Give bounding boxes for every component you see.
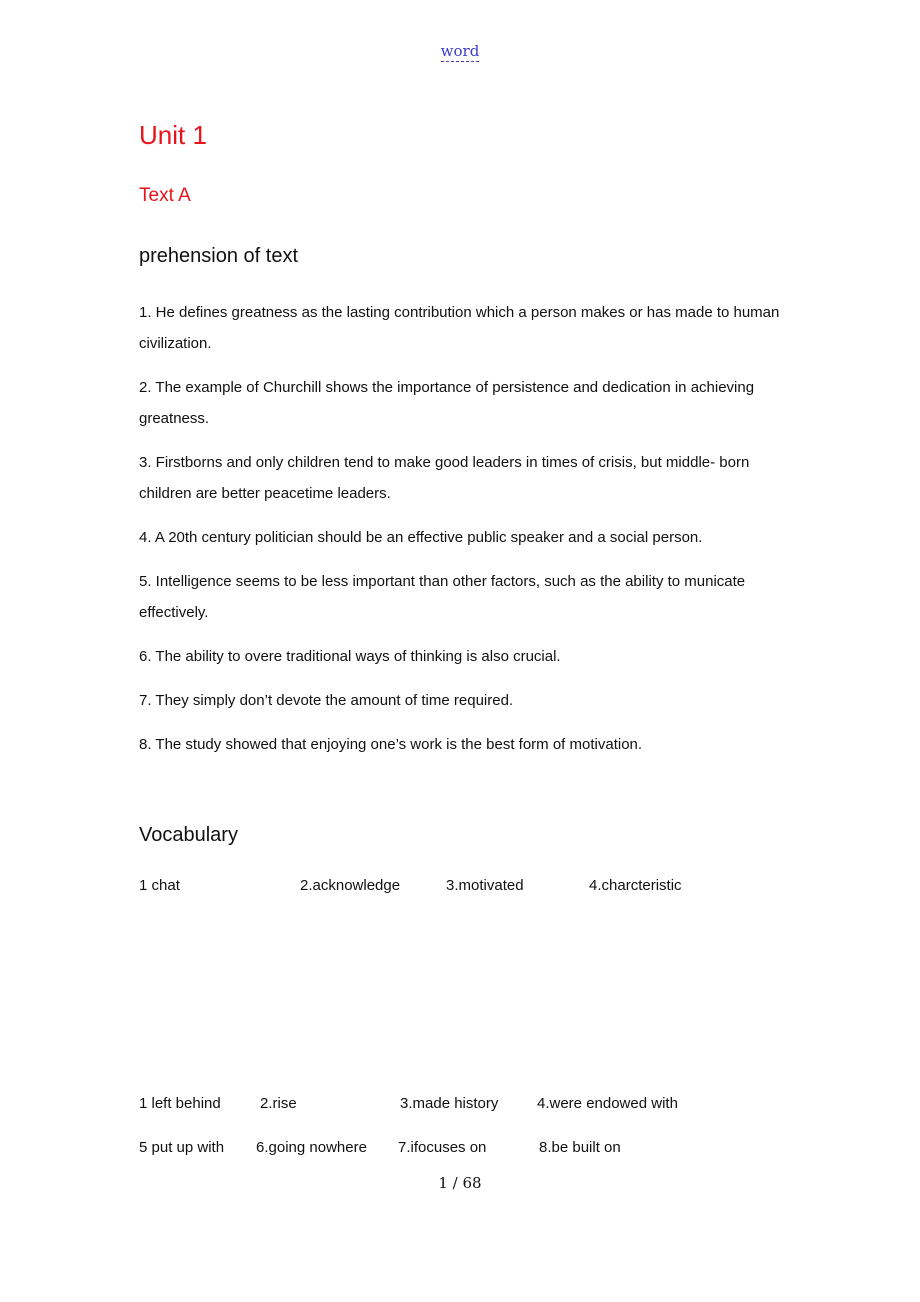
- vocab-item: 6.going nowhere: [256, 1139, 367, 1156]
- comprehension-title: prehension of text: [139, 245, 298, 267]
- vocab-item: 7.ifocuses on: [398, 1139, 487, 1156]
- page-number: 1 / 68: [438, 1174, 482, 1192]
- comprehension-answers: [139, 297, 789, 773]
- answer-item: 4. A 20th century politician should be an effective public speaker and a social person.: [139, 529, 703, 546]
- vocabulary-title: Vocabulary: [139, 824, 238, 846]
- vocab-item: 5 put up with: [139, 1139, 225, 1156]
- vocab-item: 8.be built on: [539, 1139, 621, 1156]
- answer-item: 5. Intelligence seems to be less important than other factors, such as the ability to municate effectively.: [139, 573, 746, 621]
- vocab-item: 1 left behind: [139, 1095, 221, 1112]
- vocab-item: 4.charcteristic: [589, 877, 682, 894]
- vocab-item: 2.acknowledge: [300, 877, 401, 894]
- answer-item: 2. The example of Churchill shows the importance of persistence and dedication in achieving greatness.: [139, 379, 755, 427]
- vocabulary-row-1: [139, 877, 789, 901]
- answer-item: 1. He defines greatness as the lasting contribution which a person makes or has made to human civilization.: [139, 304, 780, 352]
- vocab-item: 4.were endowed with: [537, 1095, 678, 1112]
- answer-item: 6. The ability to overe traditional ways of thinking is also crucial.: [139, 648, 561, 665]
- vocab-item: 3.made history: [400, 1095, 499, 1112]
- header-word-link[interactable]: [0, 42, 920, 60]
- vocab-item: 3.motivated: [446, 877, 524, 894]
- answer-item: 3. Firstborns and only children tend to make good leaders in times of crisis, but middle- born children are better peacetime leaders.: [139, 454, 750, 502]
- unit-title: Unit 1: [139, 120, 207, 150]
- answer-item: 8. The study showed that enjoying one’s work is the best form of motivation.: [139, 736, 643, 753]
- text-title: Text A: [139, 185, 191, 206]
- vocabulary-row-3: [139, 1139, 789, 1163]
- answer-item: 7. They simply don’t devote the amount of time required.: [139, 692, 514, 709]
- vocab-item: 1 chat: [139, 877, 180, 894]
- vocabulary-row-2: [139, 1095, 789, 1119]
- vocab-item: 2.rise: [260, 1095, 297, 1112]
- header-word-link-text[interactable]: word: [440, 42, 480, 60]
